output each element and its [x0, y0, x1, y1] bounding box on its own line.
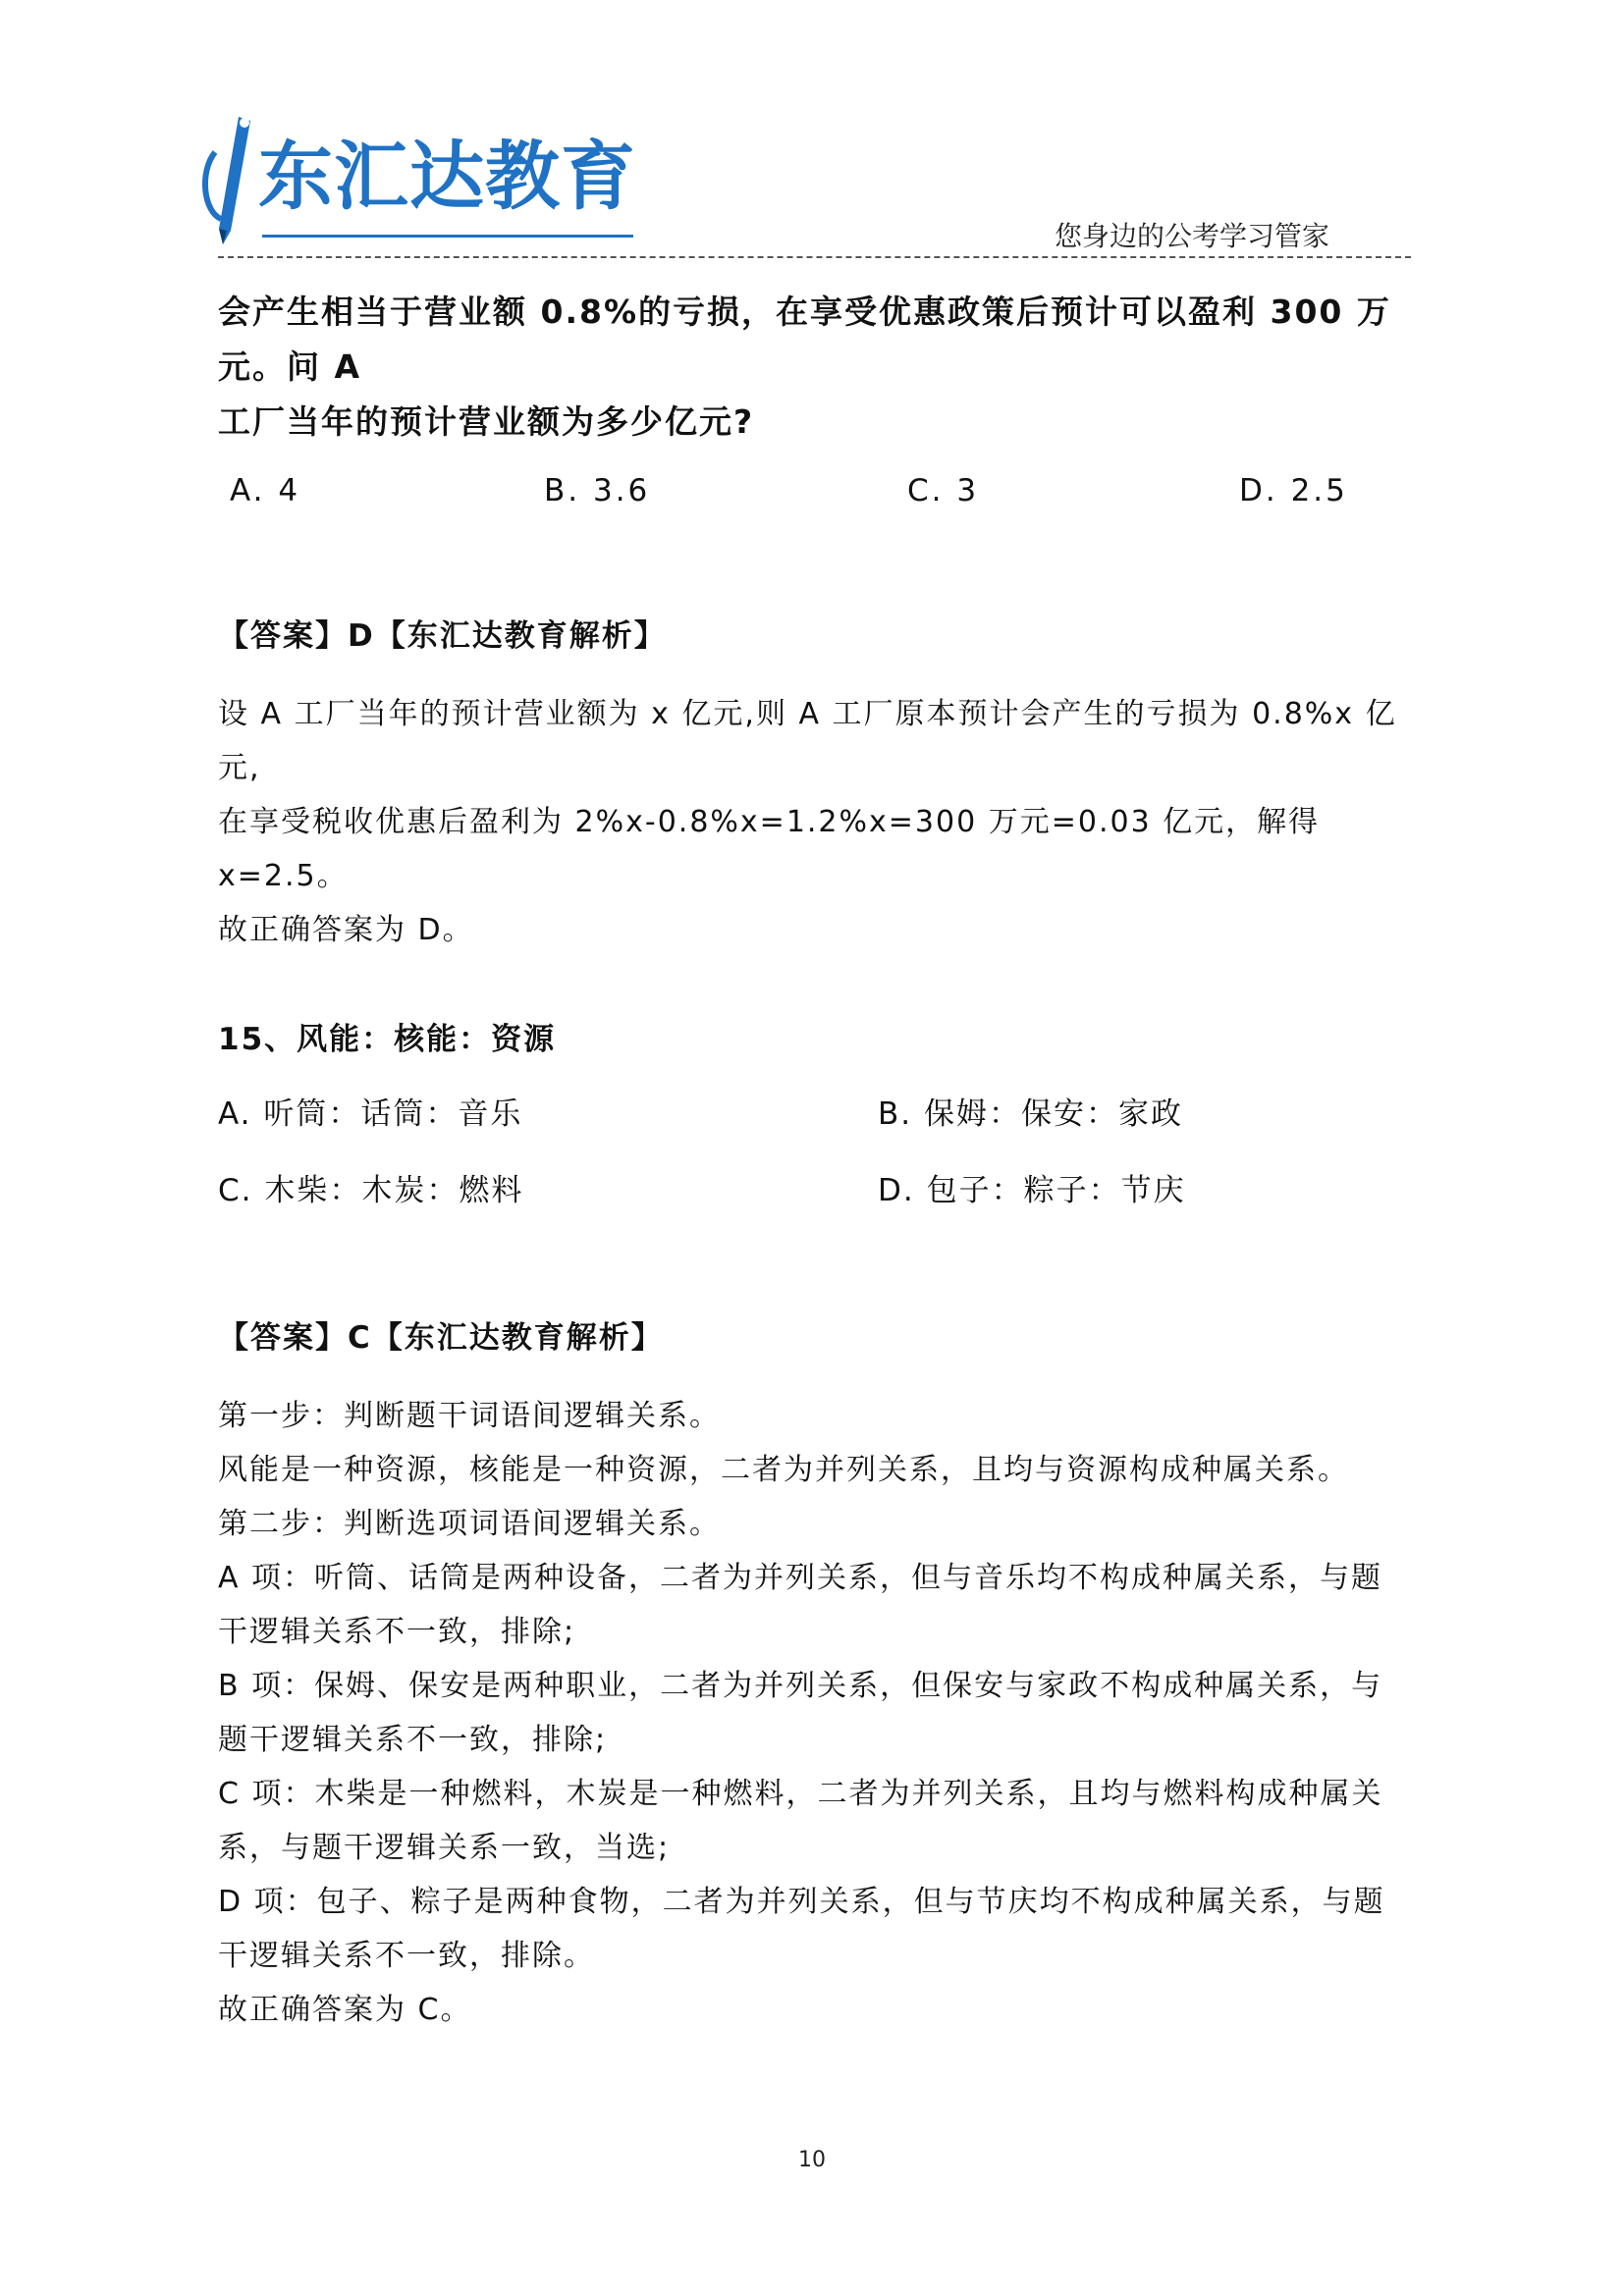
q15-explanation-line: 干逻辑关系不一致，排除;: [218, 1615, 576, 1649]
q14-option-a: A. 4: [230, 473, 301, 508]
q14-explanation-line: 设 A 工厂当年的预计营业额为 x 亿元,则 A 工厂原本预计会产生的亏损为 0.8%x 亿元,: [218, 697, 1397, 785]
q14-option-b: B. 3.6: [544, 473, 651, 508]
q15-answer-heading: 【答案】C【东汇达教育解析】: [218, 1320, 664, 1356]
q14-explanation-line: 在享受税收优惠后盈利为 2%x-0.8%x=1.2%x=300 万元=0.03 亿元，解得 x=2.5。: [218, 805, 1321, 893]
q14-option-d: D. 2.5: [1239, 473, 1348, 508]
q14-option-c: C. 3: [907, 473, 980, 508]
q14-explanation-line: 故正确答案为 D。: [218, 913, 474, 947]
q15-explanation-line: 故正确答案为 C。: [218, 1993, 472, 2027]
header-tagline: 您身边的公考学习管家: [1054, 220, 1329, 252]
q15-explanation-line: 题干逻辑关系不一致，排除;: [218, 1723, 608, 1757]
q15-stem: 15、风能：核能：资源: [218, 1022, 557, 1057]
q14-options: [218, 463, 1411, 518]
page-number: 10: [798, 2148, 826, 2172]
q15-explanation-line: B 项：保姆、保安是两种职业，二者为并列关系，但保安与家政不构成种属关系，与: [218, 1669, 1383, 1703]
pencil-logo-icon: [201, 113, 264, 250]
q14-answer-heading: 【答案】D【东汇达教育解析】: [218, 618, 667, 654]
q15-explanation-line: C 项：木柴是一种燃料，木炭是一种燃料，二者为并列关系，且均与燃料构成种属关: [218, 1777, 1383, 1811]
logo-underline: [262, 235, 633, 238]
brand-logo: [201, 113, 636, 250]
q15-explanation-line: 干逻辑关系不一致，排除。: [218, 1939, 595, 1973]
q15-options: [218, 1087, 1411, 1236]
q15-option-d: D. 包子：粽子：节庆: [878, 1173, 1186, 1208]
q15-explanation-line: 第二步：判断选项词语间逻辑关系。: [218, 1507, 721, 1541]
q15-explanation-line: D 项：包子、粽子是两种食物，二者为并列关系，但与节庆均不构成种属关系，与题: [218, 1885, 1385, 1919]
q15-explanation-line: 第一步：判断题干词语间逻辑关系。: [218, 1399, 721, 1433]
q14-stem-line2: 工厂当年的预计营业额为多少亿元?: [218, 402, 755, 441]
q15-explanation-line: 风能是一种资源，核能是一种资源，二者为并列关系，且均与资源构成种属关系。: [218, 1453, 1349, 1487]
q15-explanation-line: A 项：听筒、话筒是两种设备，二者为并列关系，但与音乐均不构成种属关系，与题: [218, 1561, 1383, 1595]
page-content: [218, 285, 1411, 2037]
header-divider: [218, 256, 1411, 258]
q15-option-b: B. 保姆：保安：家政: [878, 1096, 1183, 1132]
q15-option-c: C. 木柴：木炭：燃料: [218, 1173, 524, 1208]
q15-option-a: A. 听筒：话筒：音乐: [218, 1096, 523, 1132]
page-header: [0, 0, 1624, 265]
q14-stem-line1: 会产生相当于营业额 0.8%的亏损，在享受优惠政策后预计可以盈利 300 万元。问 A: [218, 293, 1391, 386]
logo-text: 东汇达教育: [258, 133, 636, 220]
q15-explanation-line: 系，与题干逻辑关系一致，当选;: [218, 1831, 671, 1865]
